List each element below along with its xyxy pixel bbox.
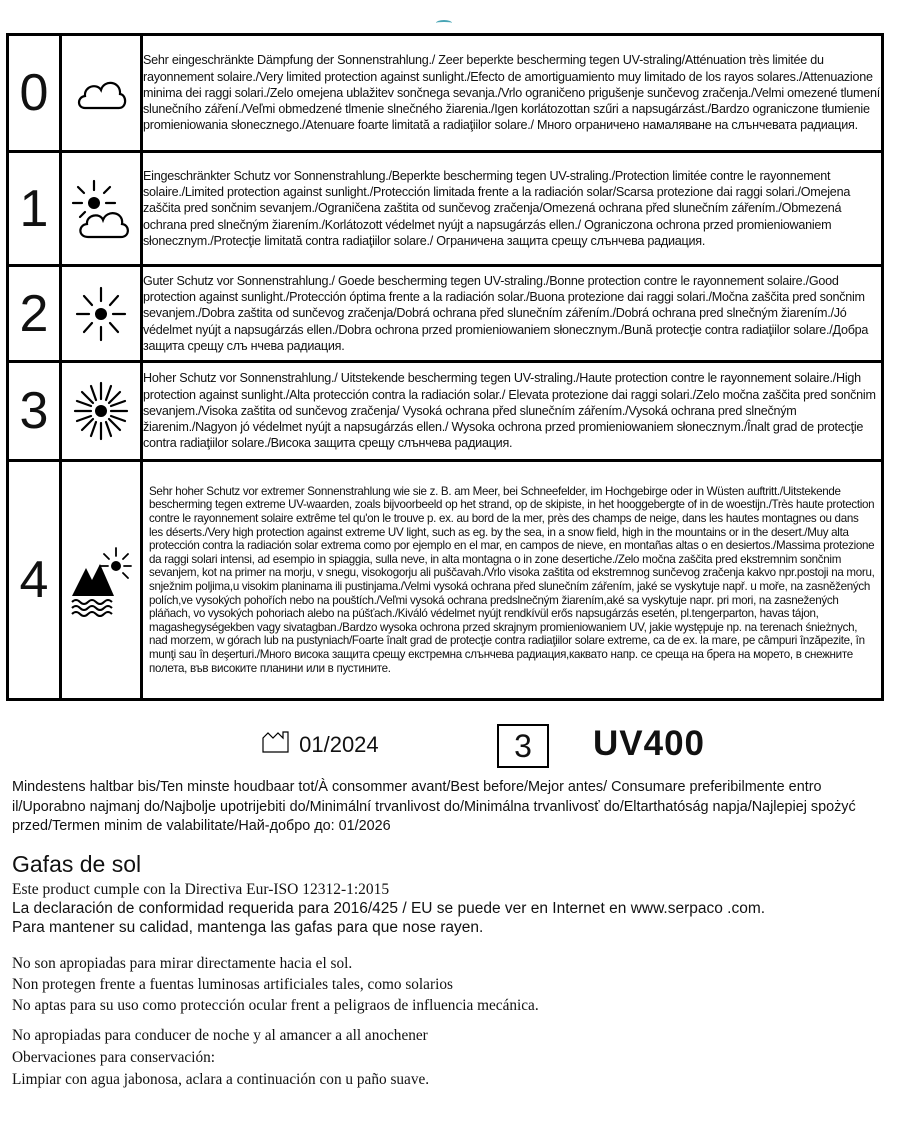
category-number: 1 xyxy=(8,152,61,266)
stamp-row xyxy=(0,724,900,772)
uv-protection-table xyxy=(6,33,884,701)
product-info xyxy=(12,880,892,937)
table-row xyxy=(8,266,883,362)
row-text: Sehr hoher Schutz vor extremer Sonnenstrahlung wie sie z. B. am Meer, bei Schneefelder, im Hochgebirge oder in Wüsten auftritt./Uitstekende bescherming tegen extreme UV-waarden, zoals bijvoorbeeld op het strand, op de skipiste, in het hooggebergte of in de woestijn./Très haute protection contre le rayonnement solaire extrême tel qu'on le trouve p. ex. au bord de la mer, près des champs de neige, dans les hautes montagnes ou dans les déserts./Very high protection against extreme UV light, such as eg. by the sea, in a snow field, high in the mountains or in the desert./Muy alta protección contra la radiación solar extrema como por ejemplo en el mar, en campos de nieve, en montañas altas o en desiertos./Massima protezione da raggi solari intensi, ad esempio in spiaggia, sulla neve, in alta montagna o in zone desertiche./Zelo močna zaščita pred ekstremnim sončnim sevanjem, kot na primer na morju, v snegu, visokogorju ali puščavah./Vrlo visoka zaštita od ekstremnog sunčevog zračenja kakvo npr.postoji na moru, snježnim poljima,u visokim planinama ili pustinjama./Velmi vysoká ochrana před slunečním zářením, jaké se vyskytuje např. u moře, na zasněžených polích,ve vysokých pohořích nebo na pouštích./Veľmi vysoká ochrana predslnečným žiarením,aké sa vyskytuje napr. pri mori, na zasnežených pláňach, vo vysokých pohoriach alebo na púšťach./Kiváló védelmet nyújt rendkívül erős napsugárzás esetén, pl.tengerparton, havas tájon, magashegységekben vagy sivatagban./Bardzo wysoka ochrona przed skrajnym promieniowaniem UV, jakie występuje np. na terenach śnieżnych, nad morzem, w górach lub na pustyniach/Foarte înalt grad de protecţie contra radiaţiilor solare extreme, ca de ex. la mare, pe câmpuri înzăpezite, în munţi sau în deşerturi./Много висока защита срещу екстремна слънчева радиация,каквато напр. се среща на брега на морето, в снежните полета, във високите планини или в пустините. xyxy=(142,461,883,700)
cloud-icon xyxy=(61,35,142,152)
row-text: Guter Schutz vor Sonnenstrahlung./ Goede bescherming tegen UV-straling./Bonne protection contre le rayonnement solaire./Good protection against sunlight./Protección óptima frente a la radiación solar./Buona protezione dai raggi solari./Močna zaščita pred sončnim sevanjem./Dobra zaštita od sunčevog zračenja/Dobrá ochrana před slunečním zářením./Dobrá ochrana pred slnečným žiarením./Jó védelmet nyújt a napsugárzás ellen./Dobra ochrona przed promieniowaniem słonecznym./Bună protecţie contra radiaţiilor solare./Добра защита срещу слъ нчева радиация. xyxy=(142,266,883,362)
sun-icon xyxy=(61,266,142,362)
category-number: 0 xyxy=(8,35,61,152)
row-text: Hoher Schutz vor Sonnenstrahlung./ Uitstekende bescherming tegen UV-straling./Haute protection contre le rayonnement solaire./High protection against sunlight./Alta protección contra la radiación solar./ Elevata protezione dai raggi solari./Zelo močna zaščita pred sončnim sevanjem./Visoka zaštita od sunčevog zračenja/ Vysoká ochrana před slunečním zářením./Vysoká ochrana pred slnečným žiarenim./Nagyon jó védelmet nyújt a napsugárzás ellen./ Wysoka ochrona przed promieniowaniem słonecznym./Înalt grad de protecţie contra radiaţiilor solare./Висока защита срещу слънчева радиация. xyxy=(142,362,883,461)
manufacture-date-value: 01/2024 xyxy=(299,732,379,757)
category-number: 2 xyxy=(8,266,61,362)
info-line: La declaración de conformidad requerida para 2016/425 / EU se puede ver en Internet en www.serpaco .com. xyxy=(12,900,766,917)
info-line: No aptas para su uso como protección ocular frent a peligraos de influencia mecánica. xyxy=(12,997,539,1014)
info-line: No apropiadas para conducer de noche y al amancer a all anochener xyxy=(12,1027,428,1044)
strong-sun-icon xyxy=(61,362,142,461)
product-title: Gafas de sol xyxy=(12,851,142,877)
top-decorative-mark xyxy=(436,20,452,26)
table-row xyxy=(8,35,883,152)
best-before-text: Mindestens haltbar bis/Ten minste houdbaar tot/À consommer avant/Best before/Mejor antes/ Consumare preferibilmente entro il/Uporabno najmanj do/Najbolje upotrijebiti do/Minimální trvanlivost do/Minimálna trvanlivosť do/Eltarthatóság napja/Najlepiej spożyć przed/Termen minim de valabilitate/Най-добро до: 01/2026 xyxy=(12,779,856,834)
manufacture-date xyxy=(261,730,379,758)
uv-rating: UV400 xyxy=(593,724,706,763)
category-number: 4 xyxy=(8,461,61,700)
info-line: Este product cumple con la Directiva Eur-ISO 12312-1:2015 xyxy=(12,881,390,898)
category-number: 3 xyxy=(8,362,61,461)
mountain-sun-water-icon xyxy=(61,461,142,700)
info-line: Non protegen frente a fuentas luminosas artificiales tales, como solarios xyxy=(12,976,453,993)
info-line: Para mantener su calidad, mantenga las gafas para que nose rayen. xyxy=(12,919,484,936)
info-line: Obervaciones para conservación: xyxy=(12,1049,216,1066)
info-line: No son apropiadas para mirar directamente hacia el sol. xyxy=(12,955,353,972)
table-row xyxy=(8,152,883,266)
sun-behind-cloud-icon xyxy=(61,152,142,266)
table-row xyxy=(8,461,883,700)
care-block xyxy=(12,1026,892,1090)
warnings-block xyxy=(12,954,892,1016)
row-text: Sehr eingeschränkte Dämpfung der Sonnenstrahlung./ Zeer beperkte bescherming tegen UV-straling/Atténuation très limitée du rayonnement solaire./Very limited protection against sunlight./Efecto de amortiguamiento muy limitado de los rayos solares./Attenuazione minima dei raggi solari./Zelo omejena ublažitev sončnega sevanja./Vrlo ograničeno prigušenje sunčevog zračenja./Velmi omezené tlumení slunečního záření./Veľmi obmedzené tlmenie slnečného žiarenia./Igen korlátozottan szűri a napsugárzást./Bardzo ograniczone tłumienie promieniowania słonecznego./Atenuare foarte limitată a radiaţiilor solare./ Много ограничено намаляване на слънчевата радиация. xyxy=(142,35,883,152)
info-line: Limpiar con agua jabonosa, aclara a continuación con u paño suave. xyxy=(12,1071,430,1088)
category-box: 3 xyxy=(497,724,549,768)
row-text: Eingeschränkter Schutz vor Sonnenstrahlung./Beperkte bescherming tegen UV-straling./Protection limitée contre le rayonnement solaire./Limited protection against sunlight./Protección limitada frente a la radiación solar/Scarsa protezione dai raggi solari./Omejena zaščita pred sončnim sevanjem./Ograničena zaštita od sunčevog zračenja/Omezená ochrana před slunečním zářením./Obmezená ochrana pred slnečným žiarením./Korlátozott védelmet nyújt a napsugárzás ellen./ Ograniczona ochrona przed promieniowaniem słonecznym./Protecţie limitată contra radiaţiilor solare./ Ограничена защита срещу слънчева радиация. xyxy=(142,152,883,266)
manufacture-date-icon xyxy=(261,732,299,757)
table-row xyxy=(8,362,883,461)
